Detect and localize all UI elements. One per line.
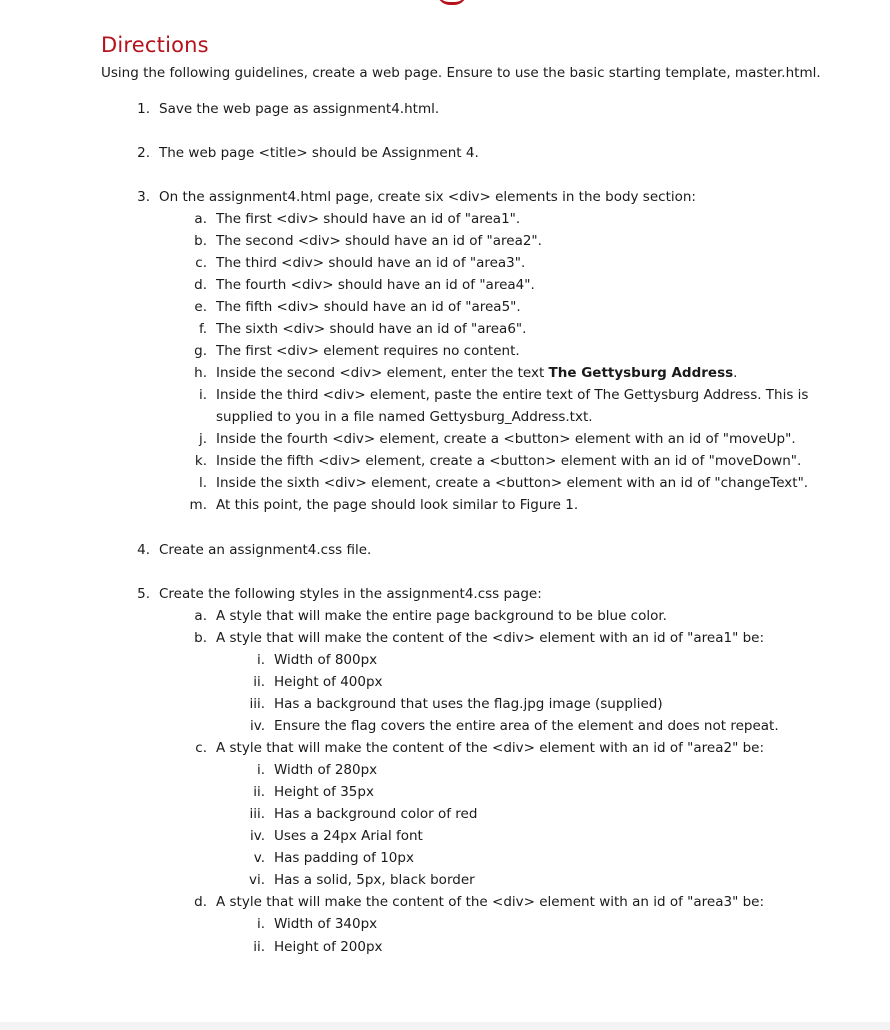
list-number: 1. [137,101,150,117]
list-text: Width of 340px [274,916,378,932]
list-roman: iii. [249,696,265,712]
list-text: Inside the third <div> element, paste the entire text of The Gettysburg Address. This is [216,387,809,403]
sub-list-item [195,739,764,757]
list-letter: c. [195,255,207,271]
list-text: supplied to you in a file named Gettysburg_Address.txt. [216,409,593,425]
list-text: The first <div> element requires no content. [216,343,520,359]
list-text: Uses a 24px Arial font [274,828,423,844]
sub-list-item [194,210,521,228]
sub-sub-list-item [248,871,475,889]
sub-sub-list-item [253,673,383,691]
list-letter: a. [194,608,207,624]
list-text: Has a background that uses the flag.jpg image (supplied) [274,696,663,712]
list-letter: k. [194,453,207,469]
list-text: Save the web page as assignment4.html. [159,101,440,117]
bold-text: The Gettysburg Address [548,365,734,381]
list-letter: l. [198,475,207,491]
list-letter: d. [194,277,207,293]
list-text: Create an assignment4.css file. [159,542,372,558]
sub-list-item [194,893,764,911]
list-text: Height of 35px [274,784,374,800]
list-text: Has padding of 10px [274,850,414,866]
list-text: A style that will make the entire page background to be blue color. [216,608,667,624]
list-text: A style that will make the content of the <div> element with an id of "area3" be: [216,894,764,910]
list-roman: iv. [250,718,265,734]
list-letter: h. [194,365,207,381]
sub-list-item [198,474,809,492]
list-text: Width of 800px [274,652,378,668]
page-footer-band [0,1022,890,1030]
list-roman: i. [256,916,265,932]
list-text: The web page <title> should be Assignment 4. [159,145,479,161]
list-text: Inside the second <div> element, enter the text [216,365,549,381]
list-roman: ii. [253,674,265,690]
sub-sub-list-item [253,938,383,956]
list-roman: vi. [248,872,265,888]
list-text: Height of 400px [274,674,383,690]
list-number: 5. [137,586,150,602]
sub-sub-list-item [249,695,663,713]
sub-sub-list-item [253,849,414,867]
list-text: The second <div> should have an id of "area2". [216,233,542,249]
list-text: The fifth <div> should have an id of "area5". [216,299,521,315]
sub-sub-list-item [249,805,478,823]
sub-list-item [198,386,809,404]
sub-list-item [194,232,542,250]
list-item [137,100,440,118]
list-number: 3. [137,189,150,205]
list-letter: i. [198,387,207,403]
list-letter: d. [194,894,207,910]
list-text: Has a solid, 5px, black border [274,872,475,888]
list-letter: b. [194,630,207,646]
list-roman: i. [256,652,265,668]
list-roman: ii. [253,939,265,955]
list-roman: iv. [250,828,265,844]
sub-list-item [198,430,796,448]
list-text: The first <div> should have an id of "area1". [216,211,521,227]
list-text: Ensure the flag covers the entire area of the element and does not repeat. [274,718,779,734]
list-letter: b. [194,233,207,249]
list-text: The third <div> should have an id of "area3". [216,255,526,271]
list-text: Inside the sixth <div> element, create a <button> element with an id of "changeText". [216,475,809,491]
sub-list-item [198,320,527,338]
list-letter: a. [194,211,207,227]
sub-list-item [194,298,521,316]
list-letter: m. [189,497,207,513]
list-item [137,188,696,206]
sub-list-item [195,254,526,272]
sub-list-item [194,276,535,294]
sub-sub-list-item [250,827,423,845]
list-letter: e. [194,299,207,315]
list-text: Inside the fourth <div> element, create a <button> element with an id of "moveUp". [216,431,796,447]
list-number: 2. [137,145,150,161]
list-text: Width of 280px [274,762,378,778]
sub-list-item [194,607,667,625]
list-text: On the assignment4.html page, create six <div> elements in the body section: [159,189,696,205]
list-number: 4. [137,542,150,558]
page-title: Directions [101,33,209,57]
list-roman: i. [256,762,265,778]
list-text: At this point, the page should look similar to Figure 1. [216,497,579,513]
list-text: A style that will make the content of the <div> element with an id of "area1" be: [216,630,764,646]
decorative-arc [437,0,467,5]
list-item [137,585,542,603]
list-text: The fourth <div> should have an id of "area4". [216,277,535,293]
intro-paragraph: Using the following guidelines, create a web page. Ensure to use the basic starting template, master.html. [101,65,821,81]
sub-list-item-continuation [216,408,593,426]
list-letter: c. [195,740,207,756]
list-roman: v. [253,850,265,866]
list-item [137,144,479,162]
list-text: Has a background color of red [274,806,478,822]
list-text: Create the following styles in the assignment4.css page: [159,586,542,602]
list-text: Height of 200px [274,939,383,955]
sub-list-item [194,452,802,470]
list-roman: iii. [249,806,265,822]
sub-list-item [194,629,764,647]
list-letter: g. [194,343,207,359]
list-text: A style that will make the content of the <div> element with an id of "area2" be: [216,740,764,756]
list-roman: ii. [253,784,265,800]
list-text: Inside the fifth <div> element, create a <button> element with an id of "moveDown". [216,453,802,469]
list-letter: f. [198,321,207,337]
sub-sub-list-item [256,651,378,669]
sub-list-item [194,364,738,382]
list-letter: j. [198,431,207,447]
sub-sub-list-item [256,915,378,933]
sub-sub-list-item [256,761,378,779]
sub-sub-list-item [250,717,779,735]
list-text: The sixth <div> should have an id of "area6". [216,321,527,337]
sub-sub-list-item [253,783,374,801]
sub-list-item [194,342,520,360]
list-text: . [733,365,738,381]
sub-list-item [189,496,579,514]
list-item [137,541,372,559]
